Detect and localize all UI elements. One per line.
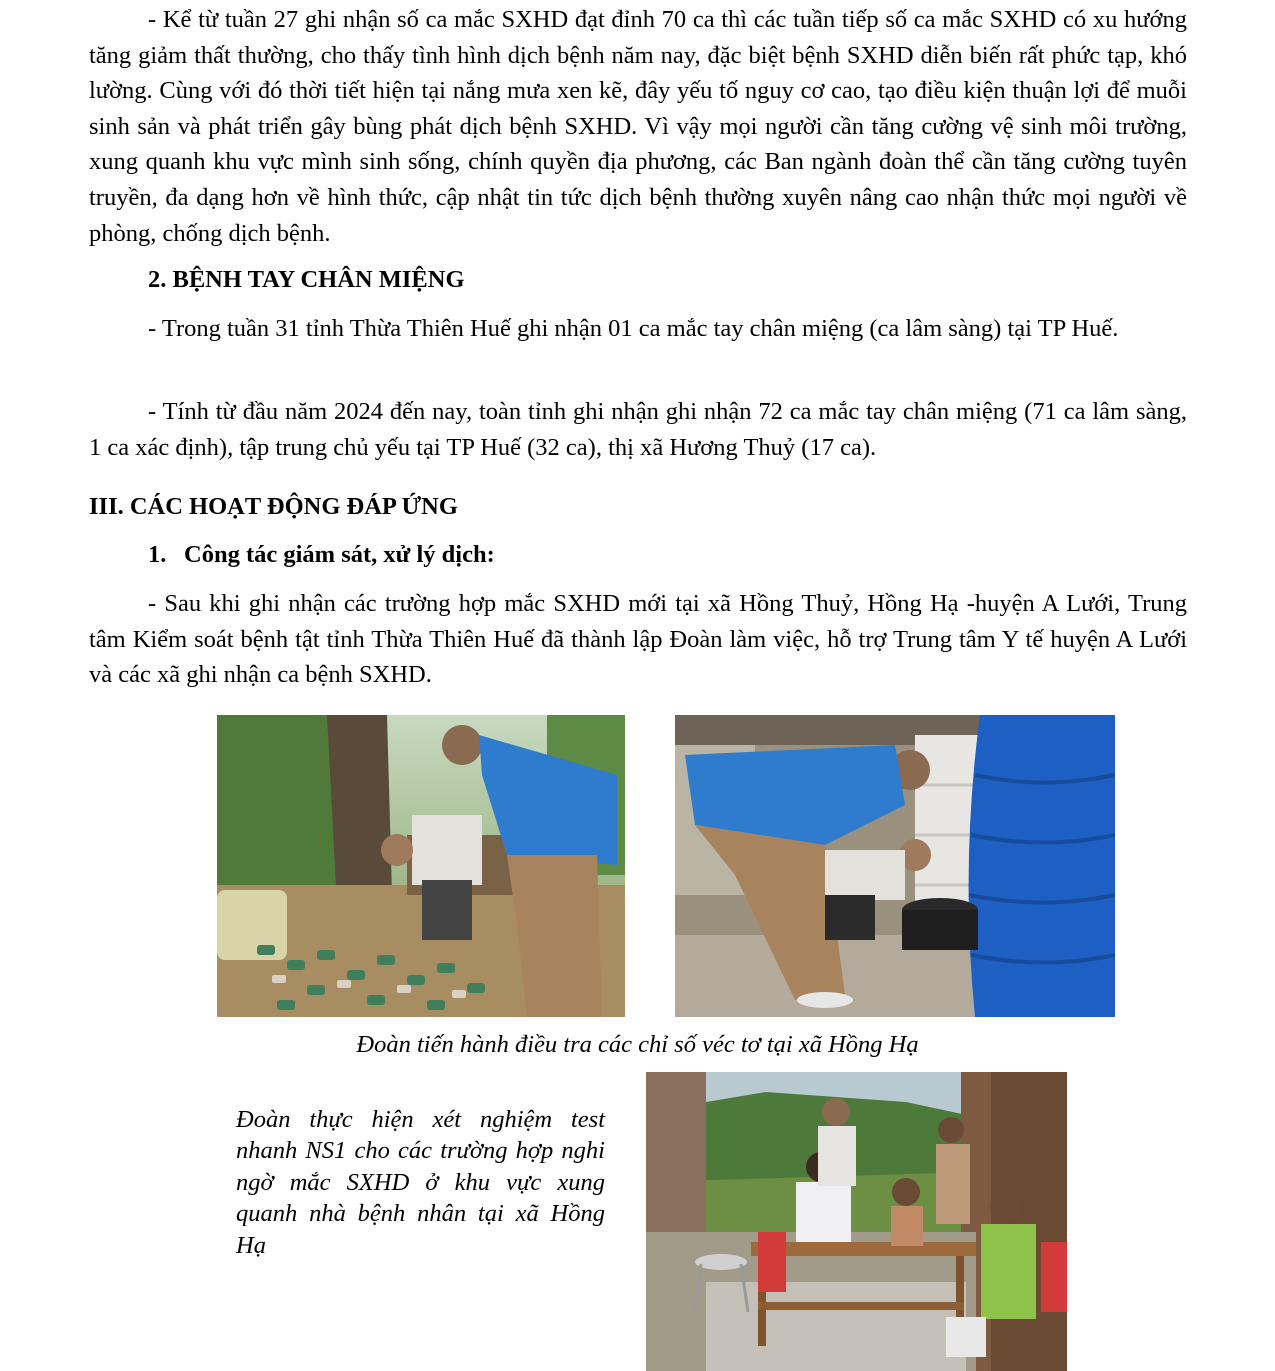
- caption-ns1-test: Đoàn thực hiện xét nghiệm test nhanh NS1 cho các trường hợp nghi ngờ mắc SXHD ở khu vực xung quanh nhà bệnh nhân tại xã Hồng Hạ: [236, 1106, 605, 1259]
- heading-surveillance: [148, 539, 495, 571]
- caption-vector-survey: [0, 1028, 1275, 1062]
- caption-vector-survey-text: Đoàn tiến hành điều tra các chỉ số véc tơ tại xã Hồng Hạ: [356, 1031, 919, 1058]
- photo-vector-survey-cans: [217, 715, 625, 1017]
- paragraph-hfmd-year: - Tính từ đầu năm 2024 đến nay, toàn tỉnh ghi nhận ghi nhận 72 ca mắc tay chân miệng (71 ca lâm sàng, 1 ca xác định), tập trung chủ yếu tại TP Huế (32 ca), thị xã Hương Thuỷ (17 ca).: [89, 398, 1187, 461]
- heading-surveillance-text: Công tác giám sát, xử lý dịch:: [184, 541, 495, 568]
- photo-vector-survey-water-tank: [675, 715, 1115, 1017]
- heading-number: 1.: [148, 541, 167, 568]
- heading-hand-foot-mouth: 2. BỆNH TAY CHÂN MIỆNG: [148, 266, 465, 293]
- paragraph-hfmd-week: - Trong tuần 31 tỉnh Thừa Thiên Huế ghi nhận 01 ca mắc tay chân miệng (ca lâm sàng) tại TP Huế.: [148, 315, 1119, 342]
- paragraph-response-team: - Sau khi ghi nhận các trường hợp mắc SXHD mới tại xã Hồng Thuỷ, Hồng Hạ -huyện A Lưới, Trung tâm Kiểm soát bệnh tật tỉnh Thừa Thiên Huế đã thành lập Đoàn làm việc, hỗ trợ Trung tâm Y tế huyện A Lưới và các xã ghi nhận ca bệnh SXHD.: [89, 590, 1187, 689]
- paragraph-dengue-trend: - Kể từ tuần 27 ghi nhận số ca mắc SXHD đạt đỉnh 70 ca thì các tuần tiếp số ca mắc SXHD có xu hướng tăng giảm thất thường, cho thấy tình hình dịch bệnh năm nay, đặc biệt bệnh SXHD diễn biến rất phức tạp, khó lường. Cùng với đó thời tiết hiện tại nắng mưa xen kẽ, đây yếu tố nguy cơ cao, tạo điều kiện thuận lợi để muỗi sinh sản và phát triển gây bùng phát dịch bệnh SXHD. Vì vậy mọi người cần tăng cường vệ sinh môi trường, xung quanh khu vực mình sinh sống, chính quyền địa phương, các Ban ngành đoàn thể cần tăng cường tuyên truyền, đa dạng hơn về hình thức, cập nhật tin tức dịch bệnh thường xuyên nâng cao nhận thức mọi người về phòng, chống dịch bệnh.: [89, 6, 1187, 247]
- photo-ns1-rapid-test: [646, 1072, 1067, 1371]
- heading-response-activities: III. CÁC HOẠT ĐỘNG ĐÁP ỨNG: [89, 493, 458, 520]
